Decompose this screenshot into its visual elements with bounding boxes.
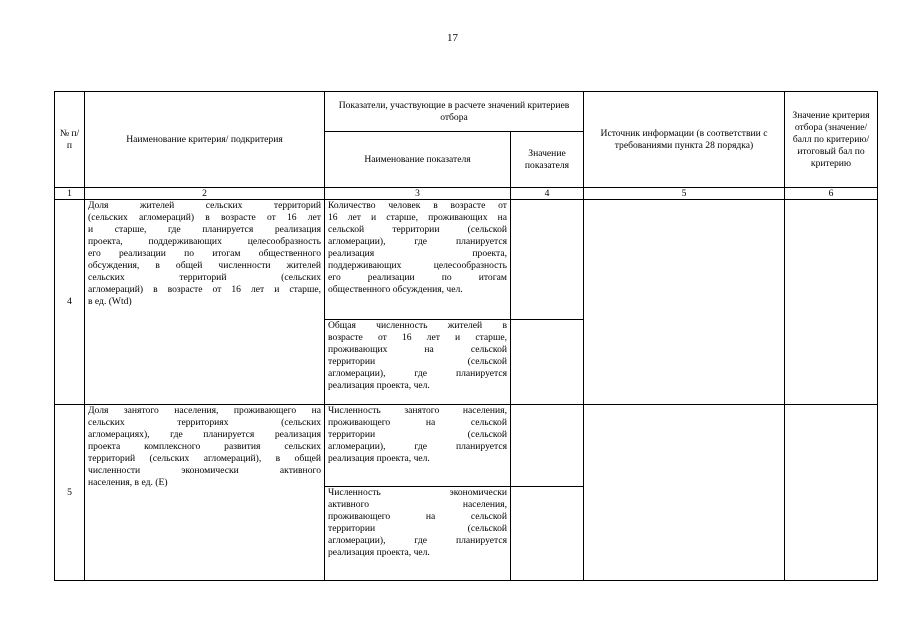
criterion-value-cell — [785, 200, 878, 405]
text-line: обсуждения, в общей численности жителей — [88, 260, 321, 271]
indicator-name — [325, 405, 511, 487]
column-number: 5 — [584, 188, 785, 200]
indicator-value — [511, 405, 584, 487]
text-line: Количество человек в возрасте от — [328, 200, 507, 211]
header-indicator-value: Значение показателя — [511, 132, 584, 188]
text-line: проекта комплексного развития сельских — [88, 441, 321, 452]
text-line: агломерации), где планируется — [328, 368, 507, 379]
column-number: 2 — [85, 188, 325, 200]
text-line: населения, в ед. (E) — [88, 477, 168, 488]
row-number: 5 — [55, 405, 85, 581]
text-line: его реализации по итогам общественного — [88, 248, 321, 259]
column-number: 6 — [785, 188, 878, 200]
text-line: агломерации), где планируется — [328, 441, 507, 452]
page-number: 17 — [447, 32, 458, 44]
text-line: агломерациях), где планируется реализация — [88, 429, 321, 440]
header-indicator-name: Наименование показателя — [325, 132, 511, 188]
indicator-value — [511, 320, 584, 405]
text-line: проживающего на сельской — [328, 511, 507, 522]
indicator-name — [325, 320, 511, 405]
text-line: сельских территориях (сельских — [88, 417, 321, 428]
text-line: проекта, поддерживающих целесообразность — [88, 236, 321, 247]
source-cell — [584, 405, 785, 581]
header-criterion-value: Значение критерия отбора (значение/ балл по критерию/ итоговый бал по критерию — [785, 92, 878, 188]
criterion-name — [85, 200, 325, 405]
text-line: реализация проекта, чел. — [328, 547, 430, 558]
column-number-row — [55, 188, 878, 200]
column-number: 1 — [55, 188, 85, 200]
text-line: сельской территории (сельской — [328, 224, 507, 235]
criterion-value-cell — [785, 405, 878, 581]
indicator-value — [511, 487, 584, 581]
text-line: активного населения, — [328, 499, 507, 510]
column-number: 3 — [325, 188, 511, 200]
table-row — [55, 200, 878, 320]
text-line: возрасте от 16 лет и старше, — [328, 332, 507, 343]
text-line: реализация проекта, чел. — [328, 453, 430, 464]
criterion-name — [85, 405, 325, 581]
criteria-table — [54, 91, 878, 581]
text-line: реализация проекта, — [328, 248, 507, 259]
text-line: в ед. (Wtd) — [88, 296, 132, 307]
text-line: общественного обсуждения, чел. — [328, 284, 463, 295]
text-line: 16 лет и старше, проживающих на — [328, 212, 507, 223]
text-line: (сельских агломераций) в возрасте от 16 лет — [88, 212, 321, 223]
row-number: 4 — [55, 200, 85, 405]
header-indicators-group: Показатели, участвующие в расчете значений критериев отбора — [325, 92, 584, 132]
text-line: Общая численность жителей в — [328, 320, 507, 331]
text-line: реализация проекта, чел. — [328, 380, 430, 391]
text-line: и старше, где планируется реализация — [88, 224, 321, 235]
header-criterion-name: Наименование критерия/ подкритерия — [85, 92, 325, 188]
text-line: Доля жителей сельских территорий — [88, 200, 321, 211]
column-number: 4 — [511, 188, 584, 200]
text-line: агломерации), где планируется — [328, 236, 507, 247]
text-line: агломерации), где планируется — [328, 535, 507, 546]
text-line: территории (сельской — [328, 356, 507, 367]
header-no: № п/п — [55, 92, 85, 188]
text-line: территорий (сельских агломераций), в общей — [88, 453, 321, 464]
text-line: поддерживающих целесообразность — [328, 260, 507, 271]
text-line: Доля занятого населения, проживающего на — [88, 405, 321, 416]
text-line: территории (сельской — [328, 523, 507, 534]
text-line: численности экономически активного — [88, 465, 321, 476]
indicator-name — [325, 200, 511, 320]
table-row — [55, 405, 878, 487]
text-line: проживающих на сельской — [328, 344, 507, 355]
indicator-value — [511, 200, 584, 320]
text-line: Численность занятого населения, — [328, 405, 507, 416]
indicator-name — [325, 487, 511, 581]
text-line: проживающего на сельской — [328, 417, 507, 428]
text-line: Численность экономически — [328, 487, 507, 498]
header-source: Источник информации (в соответствии с требованиями пункта 28 порядка) — [584, 92, 785, 188]
text-line: сельских территорий (сельских — [88, 272, 321, 283]
text-line: территории (сельской — [328, 429, 507, 440]
text-line: его реализации по итогам — [328, 272, 507, 283]
text-line: агломераций) в возрасте от 16 лет и старше, — [88, 284, 321, 295]
source-cell — [584, 200, 785, 405]
